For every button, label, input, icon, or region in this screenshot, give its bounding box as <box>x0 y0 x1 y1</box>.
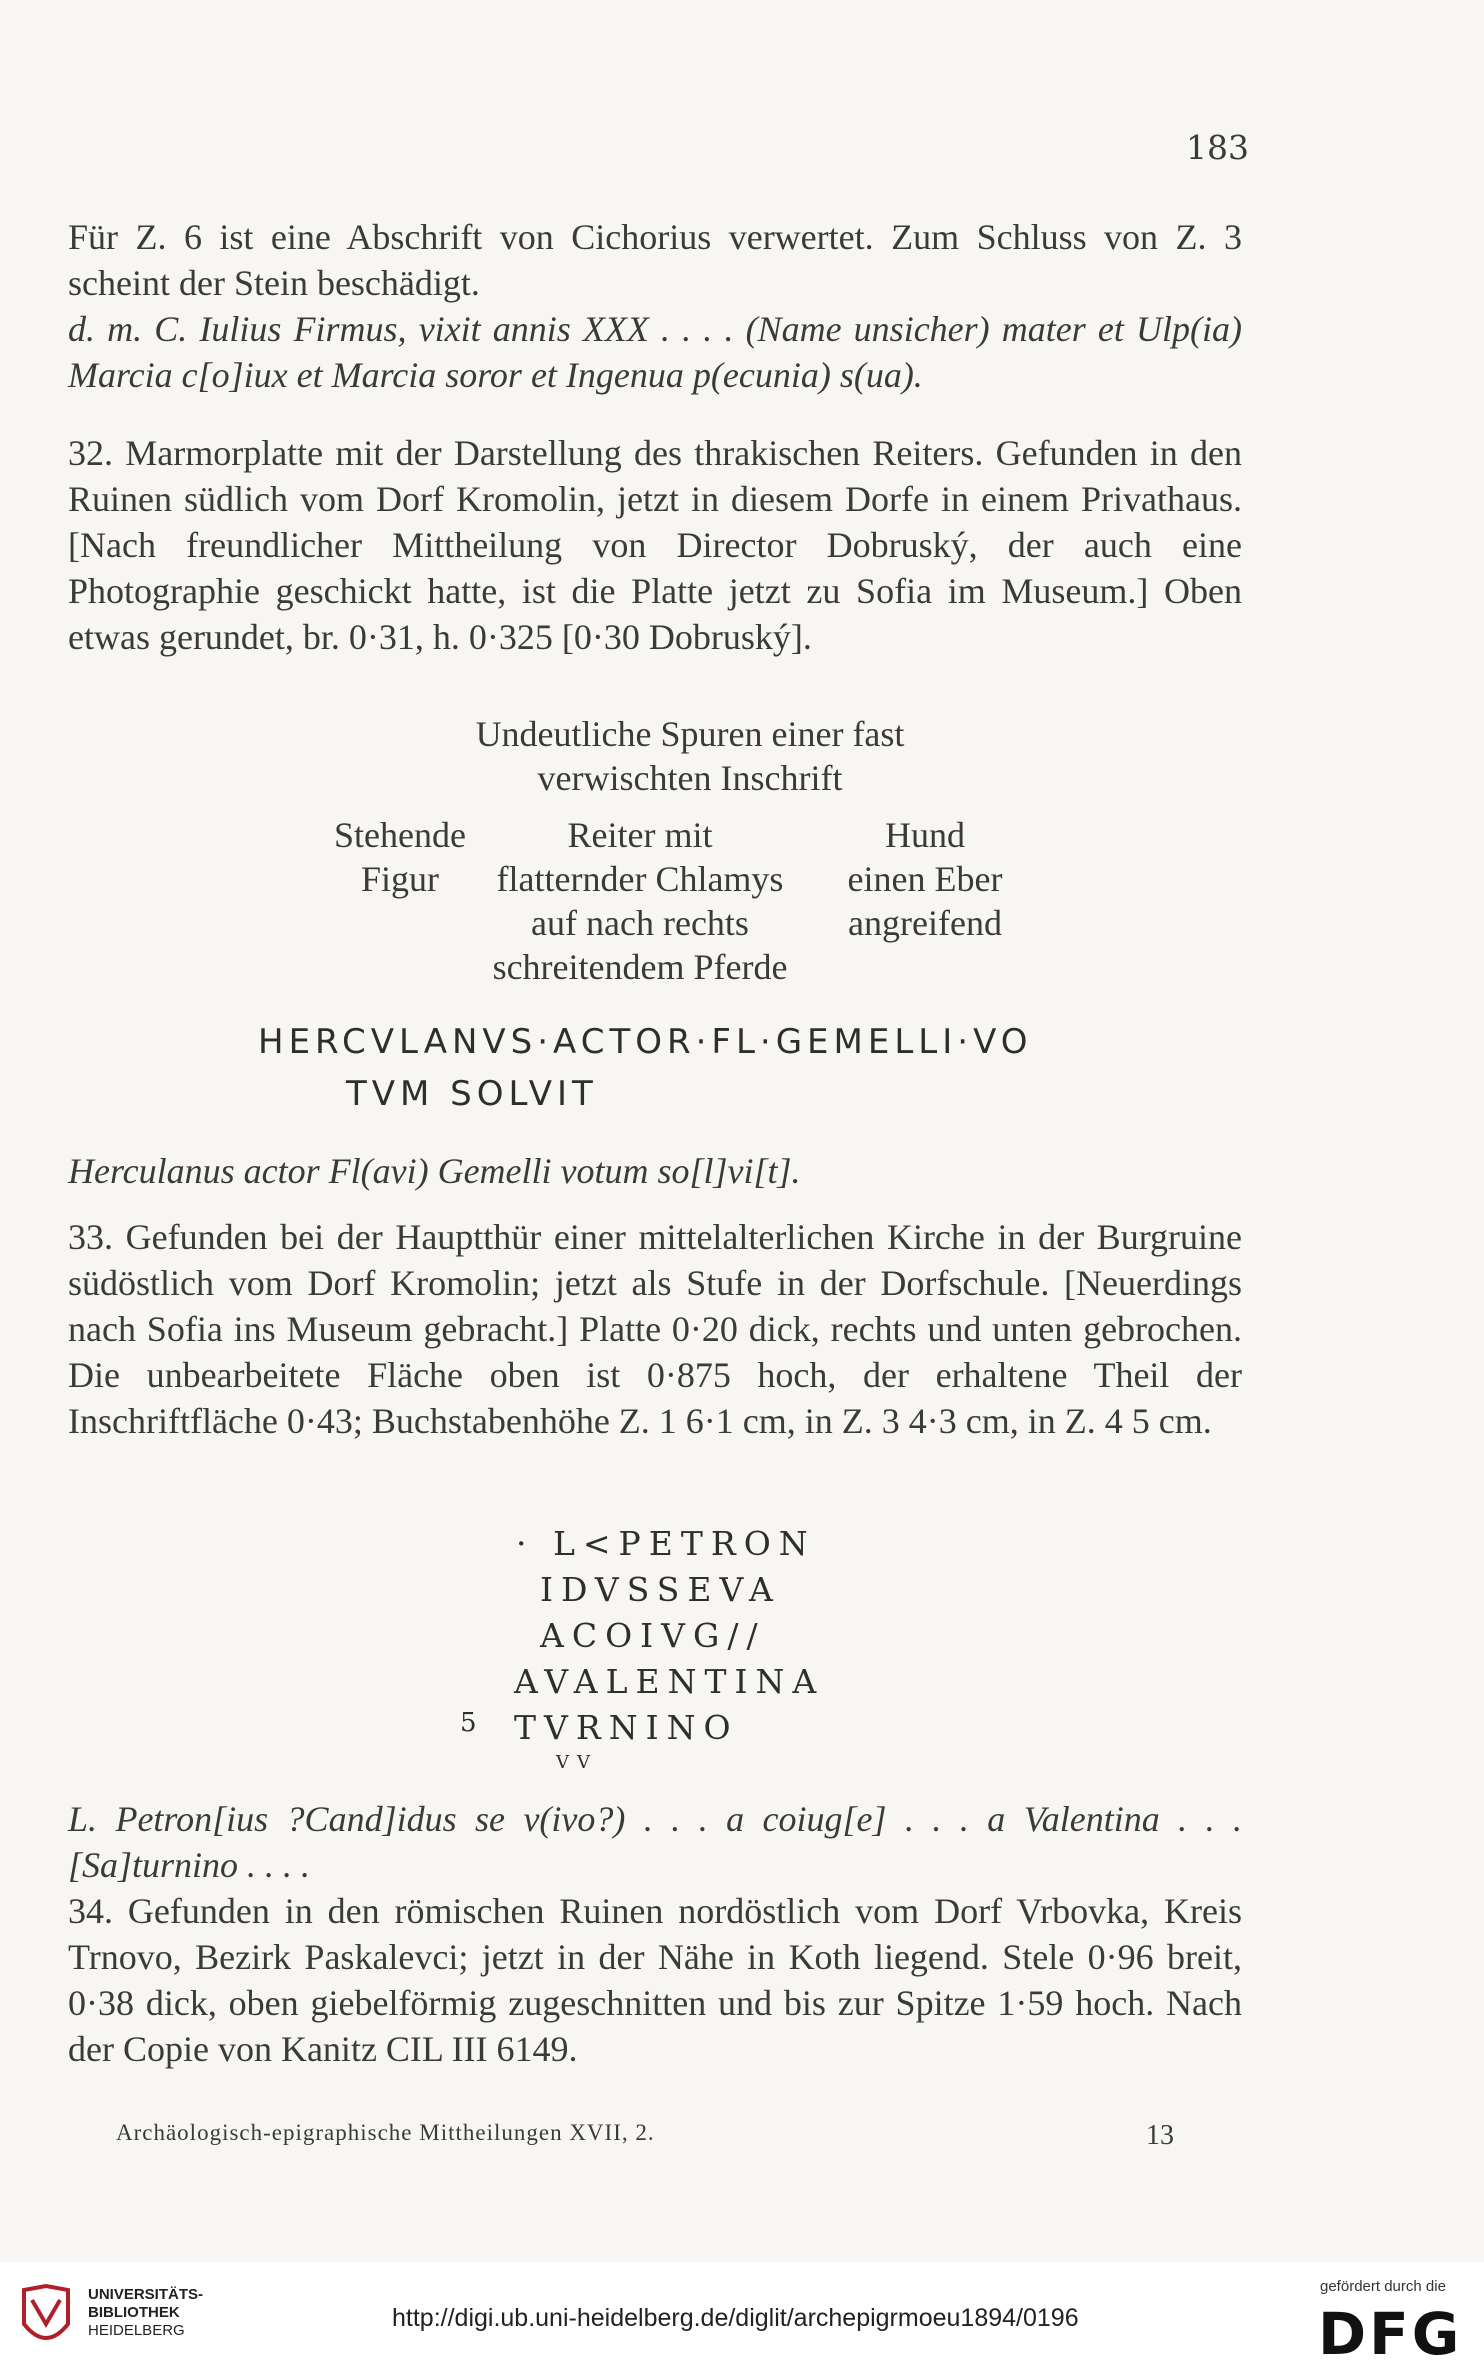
digitization-footer <box>0 2262 1484 2373</box>
transcription-31: d. m. C. Iulius Firmus, vixit annis XXX . . . . (Name unsicher) mater et Ulp(ia) Marcia c[o]iux et Marcia soror et Ingenua p(ecunia) s(ua). <box>68 309 1242 395</box>
relief-text: flatternder Chlamys <box>496 859 784 899</box>
relief-text: Reiter mit <box>567 815 713 855</box>
inscription-33-line-2: IDVSSEVA <box>540 1570 781 1609</box>
university-library-logo-icon <box>18 2284 74 2354</box>
inscription-33-line-5: TVRNINO <box>514 1708 739 1747</box>
relief-text: Hund <box>885 815 965 855</box>
library-city: HEIDELBERG <box>88 2322 185 2339</box>
signature-mark: 13 <box>1146 2120 1174 2151</box>
paragraph-33: 33. Gefunden bei der Hauptthür einer mittelalterlichen Kirche in der Burgruine südöstlich vom Dorf Kromolin; jetzt als Stufe in der Dorfschule. [Neuerdings nach Sofia ins Museum gebracht.] Platte 0·20 dick, rechts und unten gebrochen. Die unbearbeitete Fläche oben ist 0·875 hoch, der erhaltene Theil der Inschriftfläche 0·43; Buchstabenhöhe Z. 1 6·1 cm, in Z. 3 4·3 cm, in Z. 4 5 cm. <box>68 1217 1242 1441</box>
transcription-32: Herculanus actor Fl(avi) Gemelli votum so[l]vi[t]. <box>68 1151 801 1191</box>
page-number: 183 <box>1186 128 1249 167</box>
inscription-32-line-1: HERCVLANVS·ACTOR·FL·GEMELLI·VO <box>258 1022 1033 1062</box>
inscription-33-line-4: AVALENTINA <box>514 1662 825 1701</box>
library-name-line: BIBLIOTHEK <box>88 2304 180 2321</box>
relief-text: auf nach rechts <box>531 903 749 943</box>
inscription-33-line-6: VV <box>556 1752 598 1773</box>
relief-column-dog <box>820 813 1030 945</box>
relief-text: Figur <box>360 859 439 899</box>
relief-column-figure <box>320 813 480 901</box>
transcription-33: L. Petron[ius ?Cand]idus se v(ivo?) . . . a coiug[e] . . . a Valentina . . . [Sa]turnino . . . . <box>68 1799 1242 1885</box>
relief-text: angreifend <box>848 903 1002 943</box>
dfg-logo: DFG <box>1318 2300 1463 2368</box>
relief-text: schreitendem Pferde <box>492 947 788 987</box>
inscription-33-line-1: · L<PETRON <box>516 1524 816 1563</box>
relief-text: einen Eber <box>847 859 1003 899</box>
journal-footer: Archäologisch-epigraphische Mittheilungen XVII, 2. <box>116 2120 655 2145</box>
relief-caption <box>320 712 1060 800</box>
paragraph-notes: Für Z. 6 ist eine Abschrift von Cichorius verwertet. Zum Schluss von Z. 3 scheint der Stein beschädigt. <box>68 217 1242 303</box>
relief-column-rider <box>470 813 810 989</box>
relief-caption-line: Undeutliche Spuren einer fast <box>475 714 905 754</box>
paragraph-34: 34. Gefunden in den römischen Ruinen nordöstlich vom Dorf Vrbovka, Kreis Trnovo, Bezirk Paskalevci; jetzt in der Nähe in Koth liegend. Stele 0·96 breit, 0·38 dick, oben giebelförmig zugeschnitten und bis zur Spitze 1·59 hoch. Nach der Copie von Kanitz CIL III 6149. <box>68 1891 1242 2069</box>
inscription-32-line-2: TVM SOLVIT <box>346 1074 598 1114</box>
library-name-line: UNIVERSITÄTS- <box>88 2286 204 2303</box>
inscription-33-line-number: 5 <box>460 1708 485 1738</box>
relief-text: Stehende <box>334 815 466 855</box>
inscription-33-line-3: ACOIVG// <box>540 1616 766 1655</box>
relief-caption-line: verwischten Inschrift <box>537 758 843 798</box>
funding-note: gefördert durch die <box>1320 2278 1446 2295</box>
paragraph-32: 32. Marmorplatte mit der Darstellung des thrakischen Reiters. Gefunden in den Ruinen südlich vom Dorf Kromolin, jetzt in diesem Dorfe in einem Privathaus. [Nach freundlicher Mittheilung von Director Dobruský, der auch eine Photographie geschickt hatte, ist die Platte jetzt zu Sofia im Museum.] Oben etwas gerundet, br. 0·31, h. 0·325 [0·30 Dobruský]. <box>68 433 1242 657</box>
permalink[interactable]: http://digi.ub.uni-heidelberg.de/diglit/archepigrmoeu1894/0196 <box>392 2304 1079 2332</box>
library-name <box>88 2286 203 2340</box>
